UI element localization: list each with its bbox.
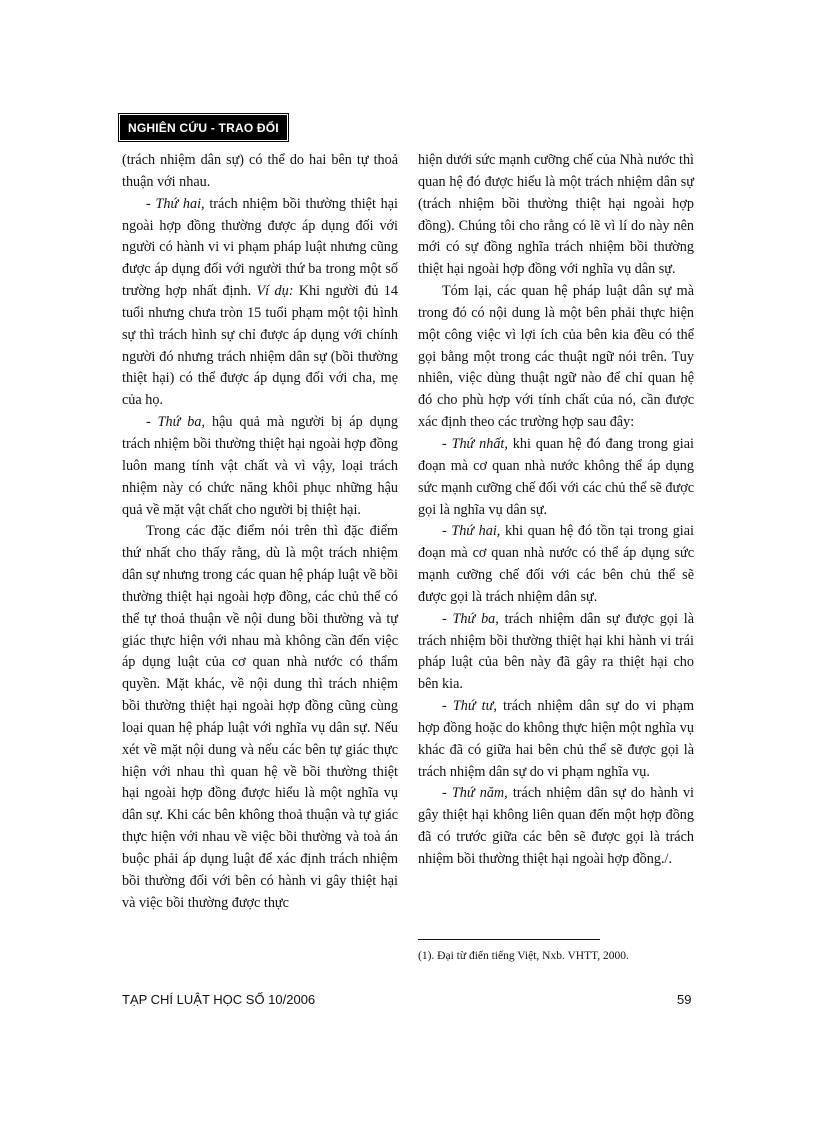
paragraph: (trách nhiệm dân sự) có thể do hai bên tự thoả thuận với nhau. [122,152,398,190]
paragraph: Tóm lại, các quan hệ pháp luật dân sự mà trong đó có nội dung là một bên phải thực hiện một công việc vì lợi ích của bên kia đều có thể gọi bằng một trong các thuật ngữ nói trên. Tuy nhiên, việc dùng thuật ngữ nào để chỉ quan hệ đó cho phù hợp với tính chất của nó, cần được xác định theo các trường hợp sau đây: [418,283,694,431]
footnote-divider [418,939,600,940]
paragraph: hiện dưới sức mạnh cưỡng chế của Nhà nước thì quan hệ đó được hiểu là một trách nhiệm dân sự (trách nhiệm bồi thường thiệt hại ngoài hợp đồng). Chúng tôi cho rằng có lẽ vì lí do này nên mới có sự đồng nghĩa trách nhiệm bồi thường thiệt hại ngoài hợp đồng với nghĩa vụ dân sự. [418,152,694,278]
paragraph: - Thứ năm, trách nhiệm dân sự do hành vi gây thiệt hại không liên quan đến một hợp đồng đã có trước giữa các bên sẽ được gọi là trách nhiệm bồi thường thiệt hại ngoài hợp đồng./. [418,785,694,867]
left-column [122,150,398,915]
paragraph: - Thứ ba, hậu quả mà người bị áp dụng trách nhiệm bồi thường thiệt hại ngoài hợp đồng luôn mang tính vật chất và vì vậy, loại trách nhiệm này có chức năng khôi phục những hậu quả về mặt vật chất cho người bị thiệt hại. [122,414,398,518]
paragraph: - Thứ hai, khi quan hệ đó tồn tại trong giai đoạn mà cơ quan nhà nước có thể áp dụng sức mạnh cưỡng chế đối với các bên chủ thể sẽ được gọi là trách nhiệm dân sự. [418,523,694,605]
paragraph: - Thứ tư, trách nhiệm dân sự do vi phạm hợp đồng hoặc do không thực hiện một nghĩa vụ khác đã có giữa hai bên chủ thể sẽ được gọi là trách nhiệm dân sự do vi phạm nghĩa vụ. [418,698,694,780]
journal-footer: TẠP CHÍ LUẬT HỌC SỐ 10/2006 [122,992,316,1007]
right-column [418,150,694,871]
paragraph: - Thứ hai, trách nhiệm bồi thường thiệt hại ngoài hợp đồng thường được áp dụng đối với người có hành vi vi phạm pháp luật nhưng cũng được áp dụng đối với người thứ ba trong một số trường hợp nhất định. Ví dụ: Khi người đủ 14 tuổi nhưng chưa tròn 15 tuổi phạm một tội hình sự thì trách hình sự chỉ được áp dụng với chính người đó nhưng trách nhiệm dân sự (bồi thường thiệt hại) có thể được áp dụng đối với cha, mẹ của họ. [122,195,398,409]
paragraph: Trong các đặc điểm nói trên thì đặc điểm thứ nhất cho thấy rằng, dù là một trách nhiệm dân sự nhưng trong các quan hệ pháp luật về bồi thường thiệt hại ngoài hợp đồng, các chủ thể có thể tự thoả thuận về nội dung bồi thường và tự giác thực hiện với nhau mà không cần đến việc áp dụng luật của cơ quan nhà nước có thẩm quyền. Mặt khác, về nội dung thì trách nhiệm bồi thường thiệt hại ngoài hợp đồng cũng cùng loại quan hệ pháp luật với nghĩa vụ dân sự. Nếu xét về mặt nội dung và nếu các bên tự giác thực hiện với nhau thì quan hệ về bồi thường thiệt hại ngoài hợp đồng được hiểu là một nghĩa vụ dân sự. Khi các bên không thoả thuận và tự giác thực hiện với nhau về việc bồi thường và toà án buộc phải áp dụng luật để xác định trách nhiệm bồi thường đối với bên có hành vi gây thiệt hại và việc bồi thường được thực [122,523,398,911]
paragraph: - Thứ nhất, khi quan hệ đó đang trong giai đoạn mà cơ quan nhà nước không thể áp dụng sức mạnh cưỡng chế đối với các chủ thể sẽ được gọi là nghĩa vụ dân sự. [418,435,694,518]
section-header: NGHIÊN CỨU - TRAO ĐỔI [120,115,287,140]
footnote: (1). Đại từ điển tiếng Việt, Nxb. VHTT, 2000. [418,950,629,962]
paragraph: - Thứ ba, trách nhiệm dân sự được gọi là trách nhiệm bồi thường thiệt hại khi hành vi trái pháp luật của bên này đã gây ra thiệt hại cho bên kia. [418,610,694,693]
page-number: 59 [677,992,692,1007]
